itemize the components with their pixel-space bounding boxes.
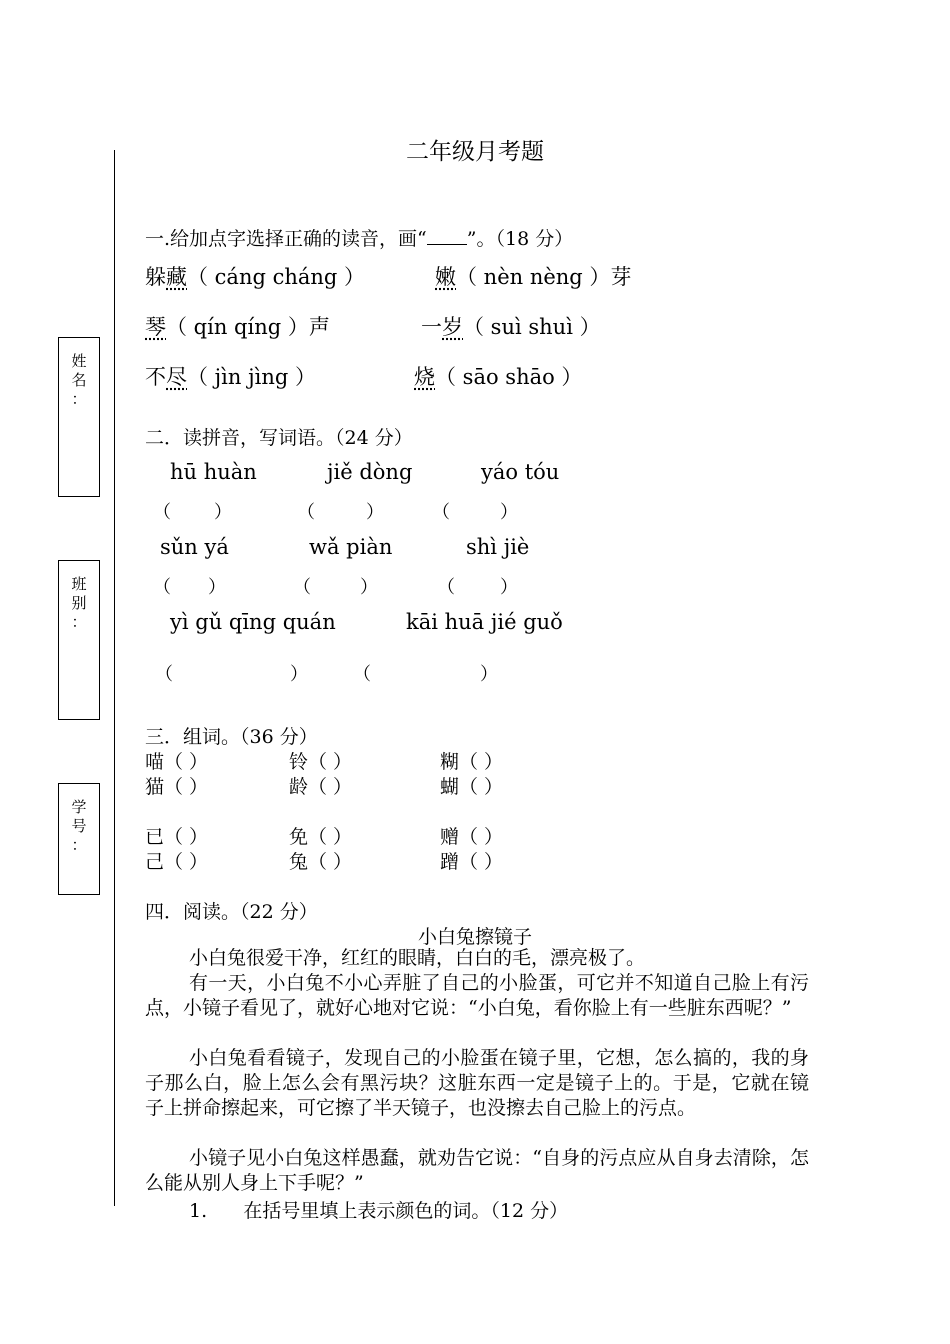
story-paragraph: 小白兔很爱干净，红红的眼睛，白白的毛，漂亮极了。 (189, 947, 646, 969)
answer-paren: （ ） (308, 751, 353, 773)
answer-paren: （ ） (164, 776, 209, 798)
section3-heading: 三．组词。（36 分） (145, 726, 318, 748)
char: 糊 (440, 751, 460, 773)
answer-paren-close: ） (366, 502, 384, 523)
name-box[interactable] (58, 337, 100, 497)
answer-paren-close: ） (290, 664, 308, 685)
section2-heading: 二．读拼音，写词语。（24 分） (145, 427, 413, 449)
char: 喵 (145, 751, 165, 773)
dotted-char: 藏 (166, 265, 187, 289)
answer-paren-open: （ (153, 502, 171, 523)
char: 免 (289, 826, 309, 848)
question-1: 1. 在括号里填上表示颜色的词。（12 分） (189, 1200, 569, 1222)
word-group-item (289, 847, 352, 874)
pinyin: hū huàn (170, 460, 257, 484)
char: 龄 (289, 776, 309, 798)
pinyin: kāi huā jié guǒ (406, 610, 563, 634)
answer-paren: （ ） (164, 751, 209, 773)
class-box[interactable] (58, 560, 100, 720)
dotted-char: 岁 (442, 315, 463, 339)
binding-line (114, 150, 115, 1206)
answer-paren: （ ） (459, 826, 504, 848)
prefix: 躲 (145, 265, 166, 289)
class-label (59, 575, 99, 632)
answer-paren-open: （ (432, 502, 450, 523)
student-number-box[interactable] (58, 783, 100, 895)
story-paragraph: 有一天，小白兔不小心弄脏了自己的小脸蛋，可它并不知道自己脸上有污点，小镜子看见了，就好心地对它说：“小白兔，看你脸上有一些脏东西呢？” (145, 972, 809, 1019)
student-number-label (59, 798, 99, 855)
word-group-item (289, 822, 352, 849)
s1-item-1-1 (145, 261, 365, 291)
story-title: 小白兔擦镜子 (417, 926, 532, 948)
pinyin-options: （ suì shuì ） (463, 315, 601, 339)
prefix: 一 (421, 315, 442, 339)
pinyin-options: （ sāo shāo ） (435, 365, 583, 389)
answer-paren: （ ） (308, 826, 353, 848)
section4-heading: 四．阅读。（22 分） (145, 901, 318, 923)
char: 兔 (289, 851, 309, 873)
char: 赠 (440, 826, 460, 848)
s1-item-2-1 (145, 311, 330, 341)
answer-paren-open: （ (293, 577, 311, 598)
answer-paren: （ ） (308, 776, 353, 798)
answer-paren: （ ） (164, 851, 209, 873)
word-group-item (440, 822, 503, 849)
word-group-item (440, 772, 503, 799)
pinyin-options: （ jìn jìng ） (187, 365, 316, 389)
word-group-item (440, 847, 503, 874)
name-label (59, 352, 99, 409)
answer-paren: （ ） (459, 751, 504, 773)
answer-paren: （ ） (459, 851, 504, 873)
answer-paren-close: ） (208, 577, 226, 598)
word-group-item (145, 772, 208, 799)
word-group-item (145, 822, 208, 849)
char: 蹭 (440, 851, 460, 873)
sidebar-label-char: 别 (71, 594, 87, 612)
story-paragraph: 小白兔看看镜子，发现自己的小脸蛋在镜子里，它想，怎么搞的，我的身子那么白，脸上怎么会有黑污块？这脏东西一定是镜子上的。于是，它就在镜子上拼命擦起来，可它擦了半天镜子，也没擦去自己脸上的污点。 (145, 1047, 809, 1119)
word-group-item (289, 772, 352, 799)
answer-paren: （ ） (459, 776, 504, 798)
dotted-char: 尽 (166, 365, 187, 389)
answer-paren-open: （ (353, 664, 371, 685)
dotted-char: 嫩 (435, 265, 456, 289)
sidebar-label-char: 号 (71, 817, 87, 835)
answer-paren-open: （ (153, 577, 171, 598)
s1-item-3-2 (414, 361, 582, 391)
answer-paren-close: ） (480, 664, 498, 685)
suffix: 芽 (610, 265, 632, 289)
sidebar-label-char: 名 (71, 371, 87, 389)
pinyin-options: （ qín qíng ） (166, 315, 309, 339)
pinyin: jiě dòng (327, 460, 413, 484)
answer-paren: （ ） (164, 826, 209, 848)
answer-paren-close: ） (500, 502, 518, 523)
prefix: 不 (145, 365, 166, 389)
word-group-item (145, 747, 208, 774)
char: 蝴 (440, 776, 460, 798)
answer-paren-open: （ (437, 577, 455, 598)
char: 己 (145, 851, 165, 873)
story-paragraph: 小镜子见小白兔这样愚蠢，就劝告它说：“自身的污点应从自身去清除，怎么能从别人身上下手呢？” (145, 1147, 809, 1194)
s1-item-3-1 (145, 361, 316, 391)
char: 猫 (145, 776, 165, 798)
pinyin: yáo tóu (481, 460, 560, 484)
pinyin: sǔn yá (160, 535, 229, 559)
answer-paren-close: ） (214, 502, 232, 523)
underline-sample (427, 226, 467, 245)
pinyin: wǎ piàn (309, 535, 393, 559)
section1-heading-post: ”。（18 分） (466, 228, 574, 250)
sidebar-label-char: 班 (71, 575, 87, 593)
word-group-item (145, 847, 208, 874)
dotted-char: 琴 (145, 315, 166, 339)
answer-paren-open: （ (297, 502, 315, 523)
answer-paren-open: （ (155, 664, 173, 685)
sidebar-label-char: ： (71, 613, 87, 631)
answer-paren-close: ） (360, 577, 378, 598)
s1-item-1-2 (435, 261, 631, 291)
answer-paren: （ ） (308, 851, 353, 873)
sidebar-label-char: 学 (71, 798, 87, 816)
pinyin: yì gǔ qīng quán (170, 610, 336, 634)
dotted-char: 烧 (414, 365, 435, 389)
pinyin-options: （ nèn nèng ） (456, 265, 611, 289)
answer-paren-close: ） (500, 577, 518, 598)
sidebar-label-char: 姓 (71, 352, 87, 370)
sidebar-label-char: ： (71, 836, 87, 854)
page-title: 二年级月考题 (406, 139, 544, 165)
sidebar-label-char: ： (71, 390, 87, 408)
char: 已 (145, 826, 165, 848)
suffix: 声 (308, 315, 330, 339)
pinyin-options: （ cáng cháng ） (187, 265, 366, 289)
char: 铃 (289, 751, 309, 773)
s1-item-2-2 (421, 311, 601, 341)
section1-heading-pre: 一.给加点字选择正确的读音，画“ (145, 228, 427, 250)
section1-heading (145, 224, 573, 251)
pinyin: shì jiè (466, 535, 530, 559)
word-group-item (289, 747, 352, 774)
word-group-item (440, 747, 503, 774)
